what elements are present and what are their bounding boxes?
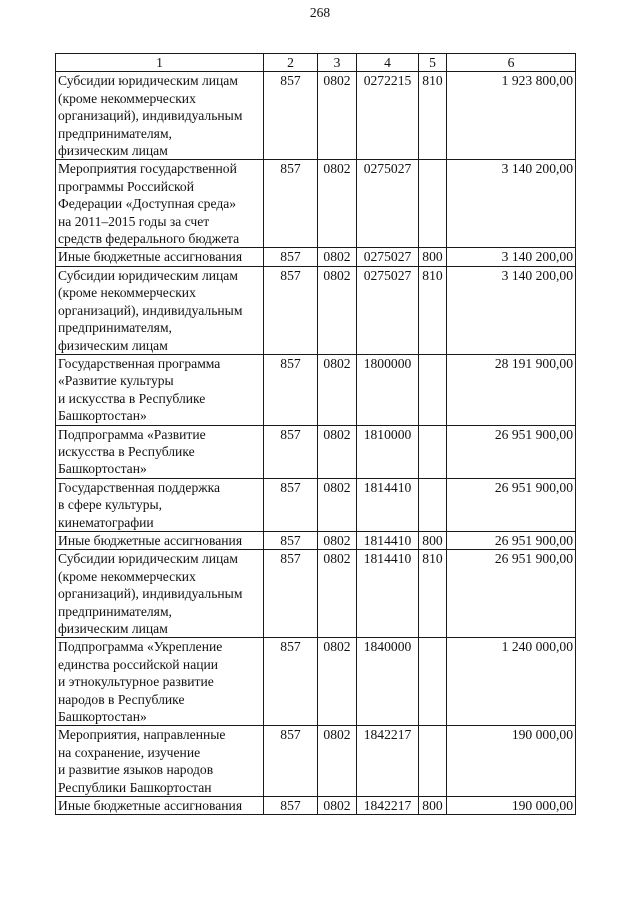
target-item-cell: 0272215 bbox=[357, 72, 419, 160]
item-name-cell: Субсидии юридическим лицам (кроме некоммерческих организаций), индивидуальным предпринимателям, физическим лицам bbox=[56, 266, 264, 354]
ministry-code-cell: 857 bbox=[264, 550, 318, 638]
amount-cell: 3 140 200,00 bbox=[447, 160, 576, 248]
table-row bbox=[56, 72, 576, 160]
table-header-row bbox=[56, 54, 576, 72]
table-row bbox=[56, 478, 576, 531]
expense-type-cell: 810 bbox=[419, 72, 447, 160]
item-name-cell: Иные бюджетные ассигнования bbox=[56, 248, 264, 266]
page-number: 268 bbox=[309, 5, 331, 20]
table-row bbox=[56, 266, 576, 354]
section-code-cell: 0802 bbox=[318, 726, 357, 797]
ministry-code-cell: 857 bbox=[264, 531, 318, 549]
item-name-cell: Мероприятия, направленные на сохранение, изучение и развитие языков народов Республики Башкортостан bbox=[56, 726, 264, 797]
ministry-code-cell: 857 bbox=[264, 425, 318, 478]
expense-type-cell: 800 bbox=[419, 248, 447, 266]
expense-type-cell bbox=[419, 354, 447, 425]
item-name-cell: Государственная поддержка в сфере культуры, кинематографии bbox=[56, 478, 264, 531]
item-name-cell: Субсидии юридическим лицам (кроме некоммерческих организаций), индивидуальным предпринимателям, физическим лицам bbox=[56, 550, 264, 638]
item-name-cell: Подпрограмма «Развитие искусства в Республике Башкортостан» bbox=[56, 425, 264, 478]
target-item-cell: 0275027 bbox=[357, 266, 419, 354]
amount-cell: 190 000,00 bbox=[447, 726, 576, 797]
amount-cell: 26 951 900,00 bbox=[447, 478, 576, 531]
table-row bbox=[56, 726, 576, 797]
section-code-cell: 0802 bbox=[318, 531, 357, 549]
item-name-cell: Подпрограмма «Укрепление единства российской нации и этнокультурное развитие народов в Республике Башкортостан» bbox=[56, 638, 264, 726]
amount-cell: 28 191 900,00 bbox=[447, 354, 576, 425]
table-row bbox=[56, 550, 576, 638]
ministry-code-cell: 857 bbox=[264, 478, 318, 531]
target-item-cell: 1814410 bbox=[357, 550, 419, 638]
item-name-cell: Иные бюджетные ассигнования bbox=[56, 531, 264, 549]
amount-cell: 1 240 000,00 bbox=[447, 638, 576, 726]
table-body bbox=[56, 72, 576, 815]
expense-type-cell bbox=[419, 425, 447, 478]
section-code-cell: 0802 bbox=[318, 797, 357, 815]
table-row bbox=[56, 638, 576, 726]
target-item-cell: 1814410 bbox=[357, 531, 419, 549]
item-name-cell: Государственная программа «Развитие культуры и искусства в Республике Башкортостан» bbox=[56, 354, 264, 425]
ministry-code-cell: 857 bbox=[264, 797, 318, 815]
section-code-cell: 0802 bbox=[318, 638, 357, 726]
target-item-cell: 1842217 bbox=[357, 797, 419, 815]
section-code-cell: 0802 bbox=[318, 550, 357, 638]
target-item-cell: 1814410 bbox=[357, 478, 419, 531]
column-header-4: 4 bbox=[357, 54, 419, 72]
target-item-cell: 1840000 bbox=[357, 638, 419, 726]
ministry-code-cell: 857 bbox=[264, 354, 318, 425]
expense-type-cell: 800 bbox=[419, 531, 447, 549]
ministry-code-cell: 857 bbox=[264, 266, 318, 354]
expense-type-cell: 800 bbox=[419, 797, 447, 815]
amount-cell: 26 951 900,00 bbox=[447, 425, 576, 478]
target-item-cell: 1800000 bbox=[357, 354, 419, 425]
ministry-code-cell: 857 bbox=[264, 72, 318, 160]
section-code-cell: 0802 bbox=[318, 248, 357, 266]
table-row bbox=[56, 248, 576, 266]
expense-type-cell bbox=[419, 160, 447, 248]
ministry-code-cell: 857 bbox=[264, 638, 318, 726]
amount-cell: 1 923 800,00 bbox=[447, 72, 576, 160]
target-item-cell: 0275027 bbox=[357, 160, 419, 248]
item-name-cell: Иные бюджетные ассигнования bbox=[56, 797, 264, 815]
table-row bbox=[56, 425, 576, 478]
section-code-cell: 0802 bbox=[318, 266, 357, 354]
column-header-2: 2 bbox=[264, 54, 318, 72]
column-header-5: 5 bbox=[419, 54, 447, 72]
column-header-3: 3 bbox=[318, 54, 357, 72]
expense-type-cell: 810 bbox=[419, 550, 447, 638]
expense-type-cell bbox=[419, 478, 447, 531]
budget-table bbox=[55, 53, 576, 815]
amount-cell: 3 140 200,00 bbox=[447, 266, 576, 354]
item-name-cell: Субсидии юридическим лицам (кроме некоммерческих организаций), индивидуальным предпринимателям, физическим лицам bbox=[56, 72, 264, 160]
amount-cell: 190 000,00 bbox=[447, 797, 576, 815]
section-code-cell: 0802 bbox=[318, 478, 357, 531]
amount-cell: 26 951 900,00 bbox=[447, 550, 576, 638]
amount-cell: 26 951 900,00 bbox=[447, 531, 576, 549]
column-header-6: 6 bbox=[447, 54, 576, 72]
amount-cell: 3 140 200,00 bbox=[447, 248, 576, 266]
ministry-code-cell: 857 bbox=[264, 248, 318, 266]
table-row bbox=[56, 354, 576, 425]
table-row bbox=[56, 797, 576, 815]
ministry-code-cell: 857 bbox=[264, 726, 318, 797]
item-name-cell: Мероприятия государственной программы Российской Федерации «Доступная среда» на 2011–2015 годы за счет средств федерального бюджета bbox=[56, 160, 264, 248]
expense-type-cell: 810 bbox=[419, 266, 447, 354]
column-header-1: 1 bbox=[56, 54, 264, 72]
expense-type-cell bbox=[419, 726, 447, 797]
target-item-cell: 1842217 bbox=[357, 726, 419, 797]
table-row bbox=[56, 160, 576, 248]
section-code-cell: 0802 bbox=[318, 160, 357, 248]
table-row bbox=[56, 531, 576, 549]
section-code-cell: 0802 bbox=[318, 354, 357, 425]
target-item-cell: 0275027 bbox=[357, 248, 419, 266]
section-code-cell: 0802 bbox=[318, 425, 357, 478]
ministry-code-cell: 857 bbox=[264, 160, 318, 248]
expense-type-cell bbox=[419, 638, 447, 726]
target-item-cell: 1810000 bbox=[357, 425, 419, 478]
section-code-cell: 0802 bbox=[318, 72, 357, 160]
